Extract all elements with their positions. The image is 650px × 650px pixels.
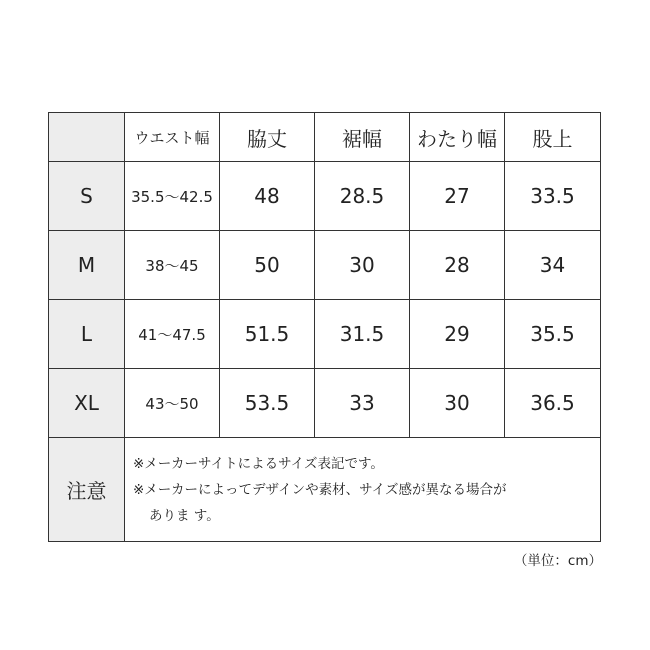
cell-hem-width: 33 xyxy=(315,369,410,438)
size-chart-table xyxy=(48,112,601,542)
size-label: S xyxy=(49,162,125,231)
cell-hem-width: 31.5 xyxy=(315,300,410,369)
note-line: ※メーカーサイトによるサイズ表記です。 xyxy=(133,455,384,472)
cell-thigh-width: 27 xyxy=(410,162,505,231)
cell-thigh-width: 28 xyxy=(410,231,505,300)
cell-side-length: 48 xyxy=(220,162,315,231)
cell-waist: 38～45 xyxy=(125,231,220,300)
header-hem-width: 裾幅 xyxy=(315,113,410,162)
note-line: ありま す。 xyxy=(149,507,220,524)
header-corner xyxy=(49,113,125,162)
cell-rise: 34 xyxy=(505,231,601,300)
unit-note: （単位：cm） xyxy=(513,553,602,569)
size-label: XL xyxy=(49,369,125,438)
header-rise: 股上 xyxy=(505,113,601,162)
note-text xyxy=(125,438,601,542)
cell-rise: 35.5 xyxy=(505,300,601,369)
cell-waist: 41～47.5 xyxy=(125,300,220,369)
cell-thigh-width: 30 xyxy=(410,369,505,438)
cell-thigh-width: 29 xyxy=(410,300,505,369)
size-label: L xyxy=(49,300,125,369)
cell-rise: 33.5 xyxy=(505,162,601,231)
note-row xyxy=(49,438,601,542)
table-row xyxy=(49,369,601,438)
table-row xyxy=(49,162,601,231)
table-row xyxy=(49,300,601,369)
note-line: ※メーカーによってデザインや素材、サイズ感が異なる場合が xyxy=(133,481,507,498)
header-row xyxy=(49,113,601,162)
cell-rise: 36.5 xyxy=(505,369,601,438)
cell-hem-width: 28.5 xyxy=(315,162,410,231)
table-row xyxy=(49,231,601,300)
size-label: M xyxy=(49,231,125,300)
cell-side-length: 50 xyxy=(220,231,315,300)
cell-hem-width: 30 xyxy=(315,231,410,300)
header-side-length: 脇丈 xyxy=(220,113,315,162)
cell-side-length: 53.5 xyxy=(220,369,315,438)
note-label: 注意 xyxy=(49,438,125,542)
cell-waist: 43～50 xyxy=(125,369,220,438)
header-waist: ウエスト幅 xyxy=(125,113,220,162)
header-thigh-width: わたり幅 xyxy=(410,113,505,162)
cell-side-length: 51.5 xyxy=(220,300,315,369)
cell-waist: 35.5～42.5 xyxy=(125,162,220,231)
